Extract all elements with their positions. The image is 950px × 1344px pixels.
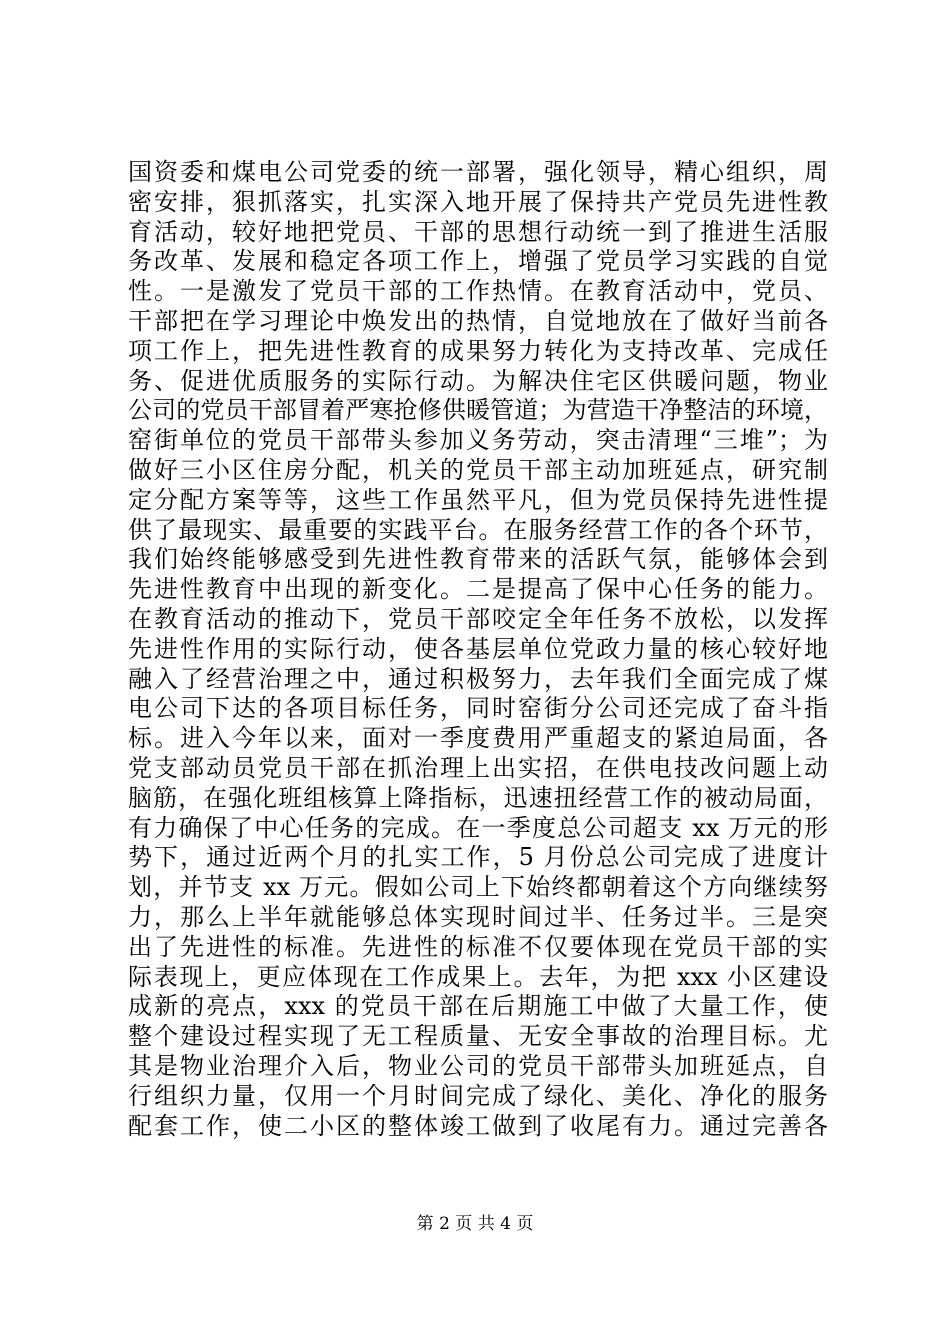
text-line: 其是物业治理介入后，物业公司的党员干部带头加班延点，自 xyxy=(128,1051,828,1080)
text-line: 标。进入今年以来，面对一季度费用严重超支的紧迫局面，各 xyxy=(128,724,828,753)
text-line: 供了最现实、最重要的实践平台。在服务经营工作的各个环节， xyxy=(128,515,828,544)
text-line: 出了先进性的标准。先进性的标准不仅要体现在党员干部的实 xyxy=(128,932,828,961)
text-line: 我们始终能够感受到先进性教育带来的活跃气氛，能够体会到 xyxy=(128,545,828,574)
text-line: 务、促进优质服务的实际行动。为解决住宅区供暖问题，物业 xyxy=(128,366,828,395)
text-line: 先进性教育中出现的新变化。二是提高了保中心任务的能力。 xyxy=(128,575,828,604)
text-line: 有力确保了中心任务的完成。在一季度总公司超支 xx 万元的形 xyxy=(128,813,828,842)
text-line: 先进性作用的实际行动，使各基层单位党政力量的核心较好地 xyxy=(128,634,828,663)
text-line: 性。一是激发了党员干部的工作热情。在教育活动中，党员、 xyxy=(128,277,828,306)
page-number-footer: 第 2 页 共 4 页 xyxy=(416,1214,534,1234)
text-line: 窑街单位的党员干部带头参加义务劳动，突击清理“三堆”；为 xyxy=(128,426,828,455)
text-line: 公司的党员干部冒着严寒抢修供暖管道；为营造干净整洁的环境， xyxy=(128,396,828,425)
body-paragraph xyxy=(128,158,828,1141)
text-line: 在教育活动的推动下，党员干部咬定全年任务不放松，以发挥 xyxy=(128,604,828,633)
text-line: 脑筋，在强化班组核算上降指标，迅速扭经营工作的被动局面， xyxy=(128,783,828,812)
text-line: 党支部动员党员干部在抓治理上出实招，在供电技改问题上动 xyxy=(128,753,828,782)
text-line: 国资委和煤电公司党委的统一部署，强化领导，精心组织，周 xyxy=(128,158,828,186)
text-line: 整个建设过程实现了无工程质量、无安全事故的治理目标。尤 xyxy=(128,1022,828,1051)
text-line: 力，那么上半年就能够总体实现时间过半、任务过半。三是突 xyxy=(128,902,828,931)
text-line: 际表现上，更应体现在工作成果上。去年，为把 xxx 小区建设 xyxy=(128,962,828,991)
text-line: 划，并节支 xx 万元。假如公司上下始终都朝着这个方向继续努 xyxy=(128,873,828,902)
text-line: 做好三小区住房分配，机关的党员干部主动加班延点，研究制 xyxy=(128,455,828,484)
text-line: 行组织力量，仅用一个月时间完成了绿化、美化、净化的服务 xyxy=(128,1081,828,1110)
text-line: 配套工作，使二小区的整体竣工做到了收尾有力。通过完善各 xyxy=(128,1111,828,1140)
text-line: 育活动，较好地把党员、干部的思想行动统一到了推进生活服 xyxy=(128,217,828,246)
text-line: 定分配方案等等，这些工作虽然平凡，但为党员保持先进性提 xyxy=(128,485,828,514)
text-line: 务改革、发展和稳定各项工作上，增强了党员学习实践的自觉 xyxy=(128,247,828,276)
text-line: 密安排，狠抓落实，扎实深入地开展了保持共产党员先进性教 xyxy=(128,187,828,216)
text-line: 项工作上，把先进性教育的成果努力转化为支持改革、完成任 xyxy=(128,336,828,365)
text-line: 电公司下达的各项目标任务，同时窑街分公司还完成了奋斗指 xyxy=(128,694,828,723)
text-line: 成新的亮点，xxx 的党员干部在后期施工中做了大量工作，使 xyxy=(128,992,828,1021)
text-line: 融入了经营治理之中，通过积极努力，去年我们全面完成了煤 xyxy=(128,664,828,693)
text-line: 干部把在学习理论中焕发出的热情，自觉地放在了做好当前各 xyxy=(128,306,828,335)
text-line: 势下，通过近两个月的扎实工作，5 月份总公司完成了进度计 xyxy=(128,843,828,872)
